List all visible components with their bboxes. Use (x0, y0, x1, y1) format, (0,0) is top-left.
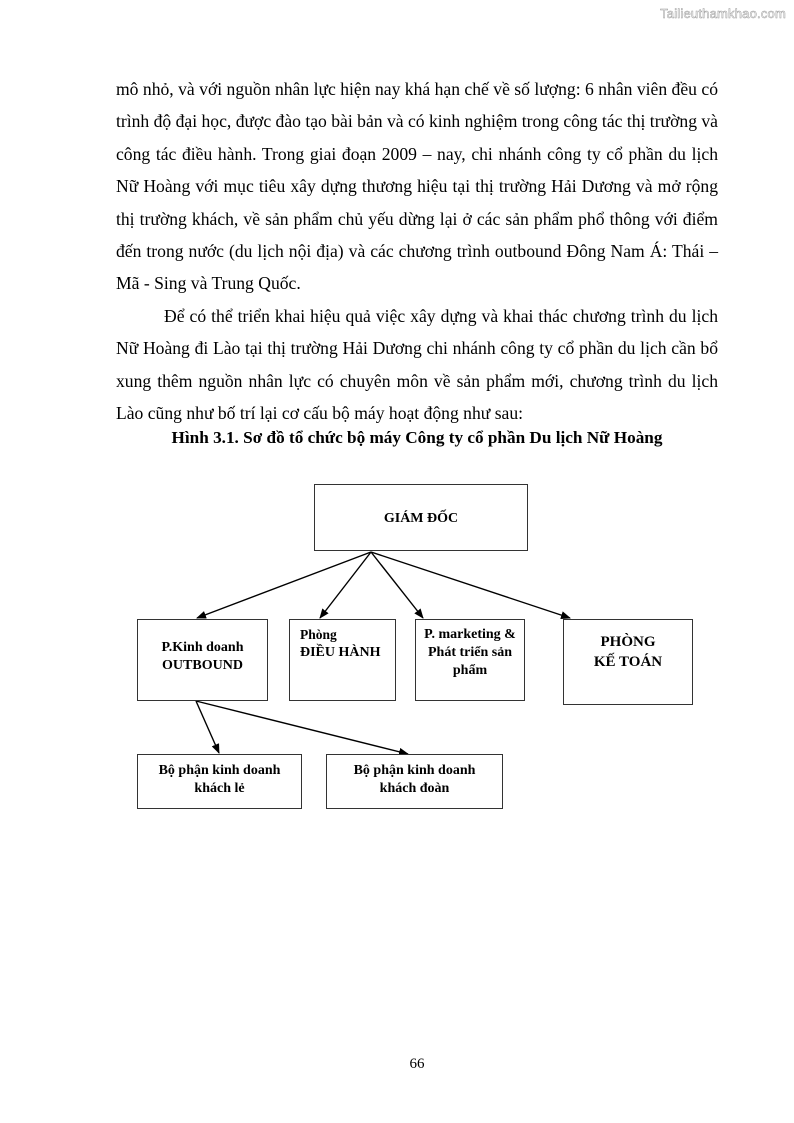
arrow-director-accounting (371, 552, 570, 618)
node-accounting (563, 619, 693, 705)
node-outbound-line-2: OUTBOUND (162, 658, 243, 673)
node-outbound (137, 619, 268, 701)
node-director (314, 484, 528, 551)
node-accounting-line-2: KẾ TOÁN (593, 654, 663, 670)
paragraph-1: mô nhỏ, và với nguồn nhân lực hiện nay khá hạn chế về số lượng: 6 nhân viên đều có trình độ đại học, được đào tạo bài bản và có kinh nghiệm trong công tác thị trường và công tác điều hành. Trong giai đoạn 2009 – nay, chi nhánh công ty cổ phần du lịch Nữ Hoàng với mục tiêu xây dựng thương hiệu tại thị trường Hải Dương và mở rộng thị trường khách, về sản phẩm chủ yếu dừng lại ở các sản phẩm phổ thông với điểm đến trong nước (du lịch nội địa) và các chương trình outbound Đông Nam Á: Thái – Mã - Sing và Trung Quốc. (116, 79, 718, 294)
node-outbound-line-1: P.Kinh doanh (161, 640, 244, 655)
node-marketing-line-1: P. marketing & (424, 627, 516, 642)
node-group-line-2: khách đoàn (379, 781, 450, 796)
node-retail-line-1: Bộ phận kinh doanh (158, 763, 281, 778)
node-marketing (415, 619, 525, 701)
figure-caption: Hình 3.1. Sơ đồ tổ chức bộ máy Công ty cổ phần Du lịch Nữ Hoàng (171, 428, 663, 447)
watermark: Tailieuthamkhao.com (660, 6, 786, 21)
node-accounting-line-1: PHÒNG (600, 634, 656, 650)
node-group-line-1: Bộ phận kinh doanh (353, 763, 476, 778)
node-retail (137, 754, 302, 809)
node-retail-line-2: khách lẻ (194, 781, 245, 796)
paragraph-2: Để có thể triển khai hiệu quả việc xây dựng và khai thác chương trình du lịch Nữ Hoàng đi Lào tại thị trường Hải Dương chi nhánh công ty cổ phần du lịch cần bổ xung thêm nguồn nhân lực có chuyên môn về sản phẩm mới, chương trình du lịch Lào cũng như bố trí lại cơ cấu bộ máy hoạt động như sau: (116, 305, 718, 424)
arrow-outbound-group (196, 701, 408, 754)
node-operations (289, 619, 396, 701)
node-marketing-line-3: phẩm (452, 663, 488, 678)
node-marketing-line-2: Phát triển sản (428, 645, 512, 660)
arrow-outbound-retail (196, 701, 219, 753)
arrow-director-marketing (371, 552, 423, 618)
page-number: 66 (409, 1056, 425, 1072)
node-director-label: GIÁM ĐỐC (383, 511, 459, 526)
node-group (326, 754, 503, 809)
node-operations-line-2: ĐIỀU HÀNH (300, 645, 381, 660)
node-operations-line-1: Phòng (300, 627, 337, 642)
